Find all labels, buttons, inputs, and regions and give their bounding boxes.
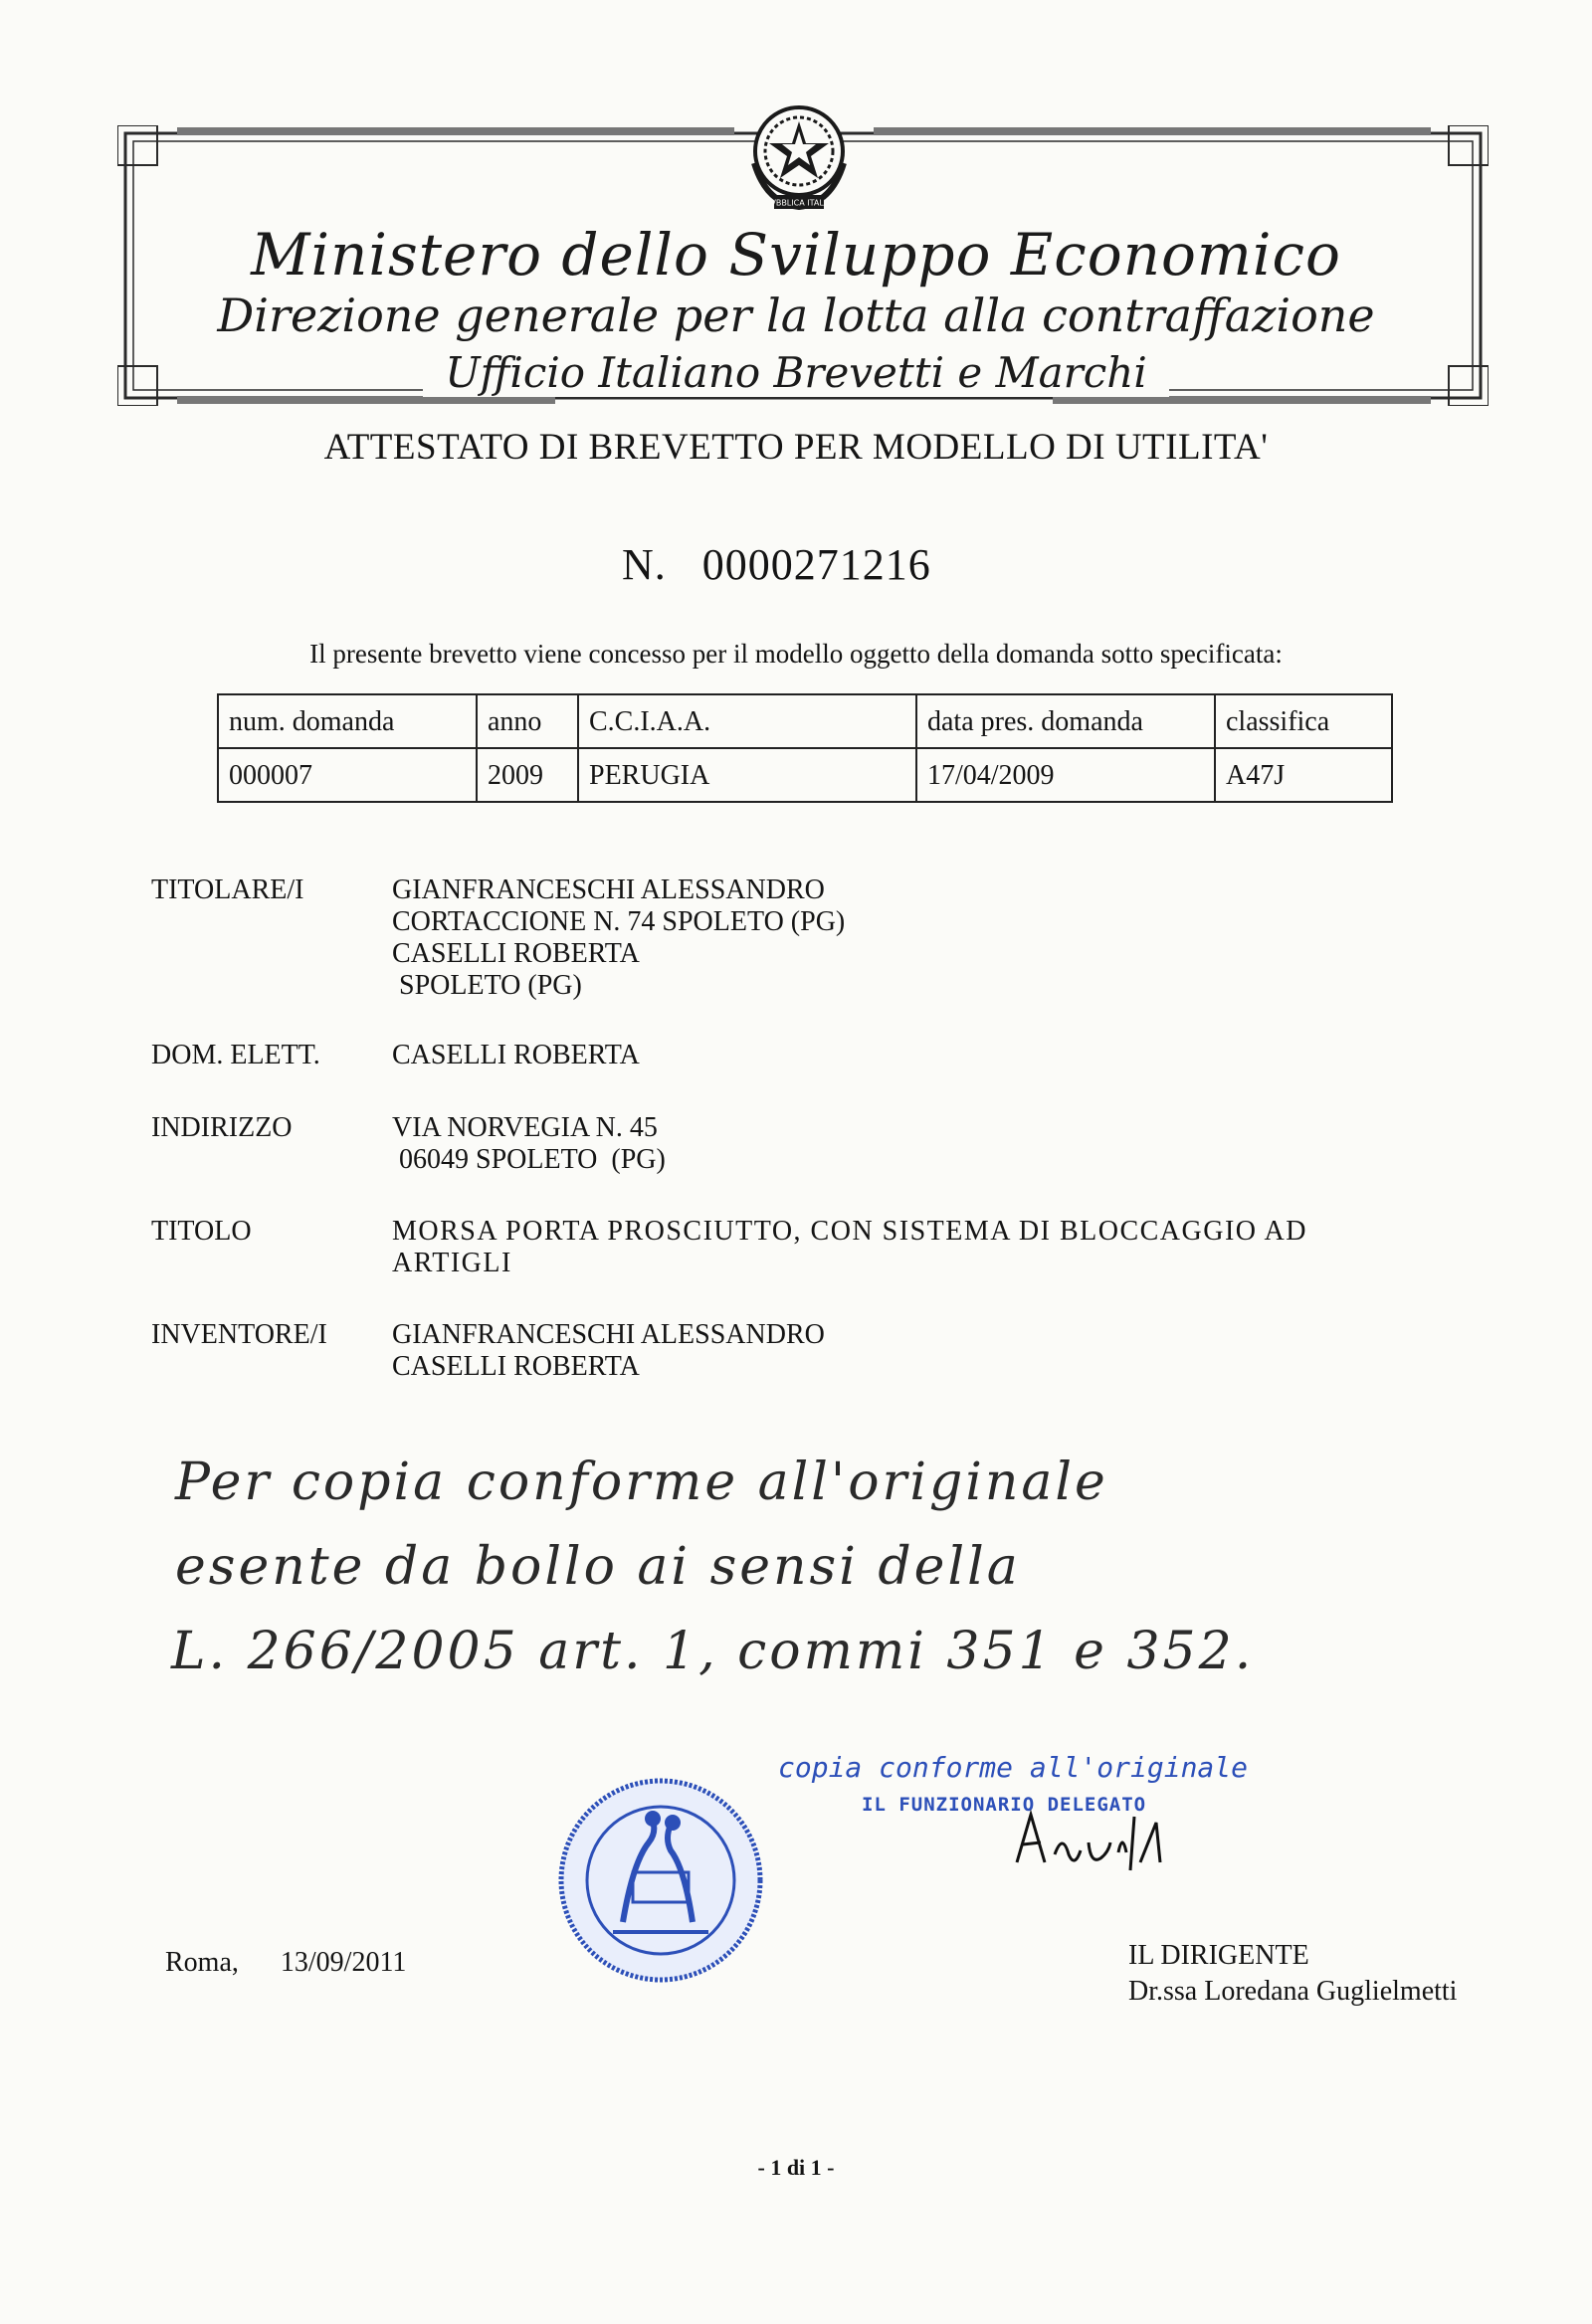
dom-elett-value: CASELLI ROBERTA <box>392 1040 640 1070</box>
svg-text:REPVBBLICA ITALIANA: REPVBBLICA ITALIANA <box>754 198 844 208</box>
patent-number-label: N. <box>622 540 667 589</box>
official-seal-icon <box>553 1773 768 1988</box>
issue-place: Roma, <box>165 1947 239 1978</box>
inventori-label: INVENTORE/I <box>151 1319 327 1350</box>
table-row <box>218 748 1392 802</box>
dirigente-title: IL DIRIGENTE <box>1128 1940 1309 1971</box>
table-header-cell: data pres. domanda <box>916 694 1215 748</box>
table-header-cell: C.C.I.A.A. <box>578 694 916 748</box>
table-header-cell: anno <box>477 694 578 748</box>
issue-place-date <box>165 1947 406 1979</box>
table-cell: 17/04/2009 <box>916 748 1215 802</box>
republic-emblem-icon <box>736 94 862 219</box>
signature <box>1011 1803 1180 1874</box>
table-cell: A47J <box>1215 748 1392 802</box>
table-header-row <box>218 694 1392 748</box>
inventori-value: GIANFRANCESCHI ALESSANDRO CASELLI ROBERTA <box>392 1319 825 1382</box>
table-cell: 2009 <box>477 748 578 802</box>
certificate-title: ATTESTATO DI BREVETTO PER MODELLO DI UTILITA' <box>323 427 1269 468</box>
office-name <box>0 348 1592 397</box>
table-header-cell: classifica <box>1215 694 1392 748</box>
titolo-value: MORSA PORTA PROSCIUTTO, CON SISTEMA DI BLOCCAGGIO AD ARTIGLI <box>392 1216 1307 1278</box>
application-table <box>217 693 1393 803</box>
stamp-copy-text: copia conforme all'originale <box>778 1751 1249 1784</box>
table-cell: PERUGIA <box>578 748 916 802</box>
indirizzo-value: VIA NORVEGIA N. 45 06049 SPOLETO (PG) <box>392 1112 666 1175</box>
titolo-label: TITOLO <box>151 1216 252 1247</box>
handwritten-line-3: L. 266/2005 art. 1, commi 351 e 352. <box>171 1622 1255 1681</box>
titolari-value: GIANFRANCESCHI ALESSANDRO CORTACCIONE N. 74 SPOLETO (PG) CASELLI ROBERTA SPOLETO (PG) <box>392 874 846 1001</box>
ministry-name: Ministero dello Sviluppo Economico <box>251 221 1341 289</box>
handwritten-line-2: esente da bollo ai sensi della <box>175 1537 1021 1597</box>
table-header-cell: num. domanda <box>218 694 477 748</box>
handwritten-line-1: Per copia conforme all'originale <box>175 1452 1108 1512</box>
patent-number <box>622 539 931 590</box>
office-name-text: Ufficio Italiano Brevetti e Marchi <box>423 348 1169 397</box>
indirizzo-label: INDIRIZZO <box>151 1112 293 1143</box>
issue-date: 13/09/2011 <box>280 1947 407 1978</box>
dirigente-name: Dr.ssa Loredana Guglielmetti <box>1128 1976 1458 2007</box>
dom-elett-label: DOM. ELETT. <box>151 1040 320 1070</box>
page-number: - 1 di 1 - <box>757 2155 835 2180</box>
table-cell: 000007 <box>218 748 477 802</box>
patent-number-value: 0000271216 <box>701 540 931 589</box>
stamp-officer-text: IL FUNZIONARIO DELEGATO <box>862 1794 1147 1816</box>
intro-text: Il presente brevetto viene concesso per il modello oggetto della domanda sotto specificata: <box>309 639 1283 669</box>
directorate-name: Direzione generale per la lotta alla contraffazione <box>217 289 1375 342</box>
titolari-label: TITOLARE/I <box>151 874 304 905</box>
